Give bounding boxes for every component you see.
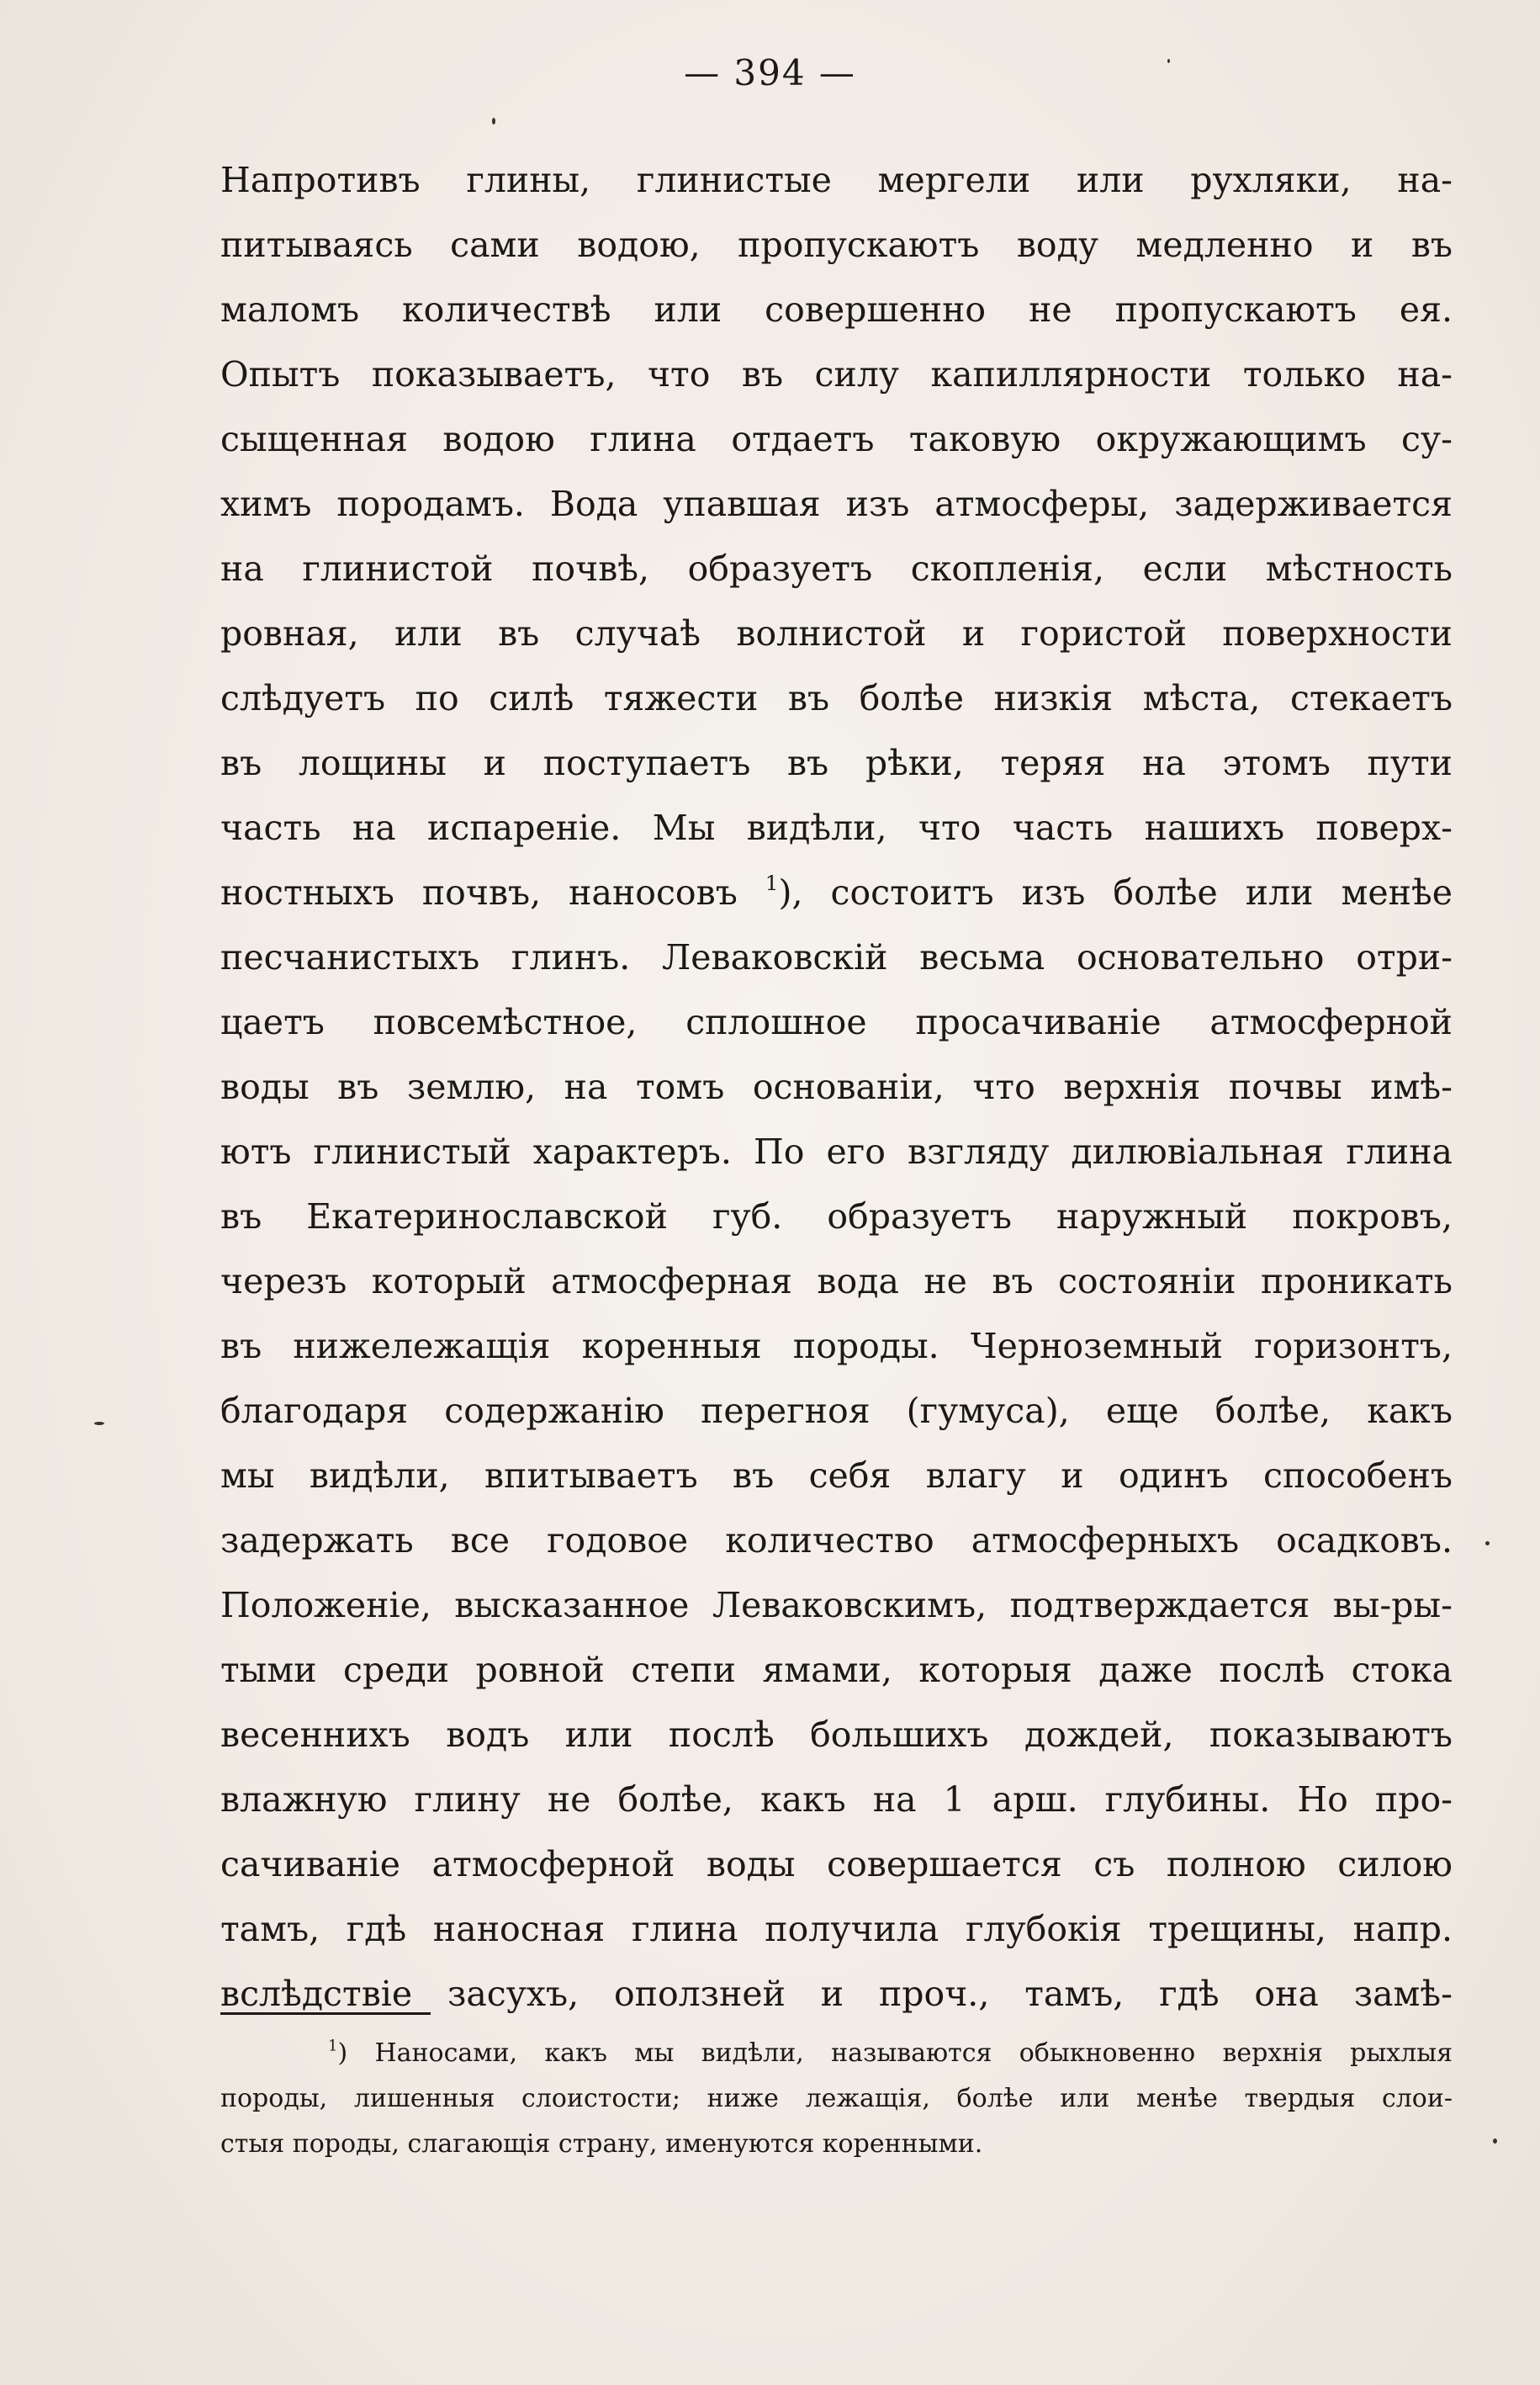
- text-line: мы видѣли, впитываетъ въ себя влагу и одинъ способенъ: [220, 1455, 1453, 1496]
- text-line: задержать все годовое количество атмосферныхъ осадковъ.: [220, 1520, 1453, 1561]
- text-line: Напротивъ глины, глинистые мергели или рухляки, на-: [220, 160, 1453, 200]
- text-line: благодаря содержанію перегноя (гумуса), еще болѣе, какъ: [220, 1391, 1453, 1431]
- text-line: песчанистыхъ глинъ. Леваковскій весьма основательно отри-: [220, 937, 1453, 978]
- text-line: Положеніе, высказанное Леваковскимъ, подтверждается вы-ры-: [220, 1585, 1453, 1625]
- text-line: вслѣдствіе засухъ, оползней и проч., тамъ, гдѣ она замѣ-: [220, 1974, 1453, 2014]
- text-line: воды въ землю, на томъ основаніи, что верхнія почвы имѣ-: [220, 1067, 1453, 1107]
- paper-speck: [1485, 1541, 1490, 1545]
- text-line: ровная, или въ случаѣ волнистой и гористой поверхности: [220, 613, 1453, 654]
- footnote-text: ) Наносами, какъ мы видѣли, называются обыкновенно верхнія рыхлыя: [337, 2038, 1453, 2068]
- text-line: въ лощины и поступаетъ въ рѣки, теряя на этомъ пути: [220, 743, 1453, 783]
- text-line: химъ породамъ. Вода упавшая изъ атмосферы, задерживается: [220, 484, 1453, 524]
- text-line: въ нижележащія коренныя породы. Черноземный горизонтъ,: [220, 1326, 1453, 1366]
- footnote-reference[interactable]: 1: [765, 870, 779, 895]
- text-line: сыщенная водою глина отдаетъ таковую окружающимъ су-: [220, 419, 1453, 459]
- text-line: весеннихъ водъ или послѣ большихъ дождей, показываютъ: [220, 1715, 1453, 1755]
- text-line: слѣдуетъ по силѣ тяжести въ болѣе низкія мѣста, стекаетъ: [220, 678, 1453, 718]
- paper-speck: [1493, 2139, 1497, 2144]
- text-line: черезъ который атмосферная вода не въ состояніи проникать: [220, 1261, 1453, 1301]
- text-line: ютъ глинистый характеръ. По его взгляду дилювіальная глина: [220, 1132, 1453, 1172]
- text-fragment: ностныхъ почвъ, наносовъ: [220, 872, 765, 913]
- footnote-line: стыя породы, слагающія страну, именуются коренными.: [220, 2129, 983, 2159]
- footnote-line: породы, лишенныя слоистости; ниже лежащія, болѣе или менѣе твердыя слои-: [220, 2084, 1453, 2113]
- text-line: сачиваніе атмосферной воды совершается съ полною силою: [220, 1844, 1453, 1884]
- text-line: тыми среди ровной степи ямами, которыя даже послѣ стока: [220, 1650, 1453, 1690]
- text-line-with-footnote-ref: [220, 861, 1453, 925]
- text-line: часть на испареніе. Мы видѣли, что часть нашихъ поверх-: [220, 808, 1453, 848]
- page-number: — 394 —: [684, 52, 856, 93]
- text-line: маломъ количествѣ или совершенно не пропускаютъ ея.: [220, 289, 1453, 330]
- text-line: питываясь сами водою, пропускаютъ воду медленно и въ: [220, 225, 1453, 265]
- paper-speck: [492, 118, 495, 125]
- text-line: Опытъ показываетъ, что въ силу капиллярности только на-: [220, 354, 1453, 395]
- footnote: [220, 2031, 1453, 2167]
- paper-speck: [1167, 59, 1170, 63]
- text-line: цаетъ повсемѣстное, сплошное просачиваніе атмосферной: [220, 1002, 1453, 1042]
- footnote-divider: [220, 2012, 431, 2015]
- paper-speck: [94, 1422, 104, 1425]
- text-line: въ Екатеринославской губ. образуетъ наружный покровъ,: [220, 1196, 1453, 1237]
- text-line: влажную глину не болѣе, какъ на 1 арш. глубины. Но про-: [220, 1779, 1453, 1820]
- main-text: [220, 148, 1453, 2027]
- footnote-line: [220, 2031, 1453, 2076]
- footnote-marker: 1: [328, 2037, 338, 2055]
- text-line: тамъ, гдѣ наносная глина получила глубокія трещины, напр.: [220, 1909, 1453, 1949]
- text-line: на глинистой почвѣ, образуетъ скопленія, если мѣстность: [220, 549, 1453, 589]
- text-fragment: ), состоитъ изъ болѣе или менѣе: [778, 872, 1453, 913]
